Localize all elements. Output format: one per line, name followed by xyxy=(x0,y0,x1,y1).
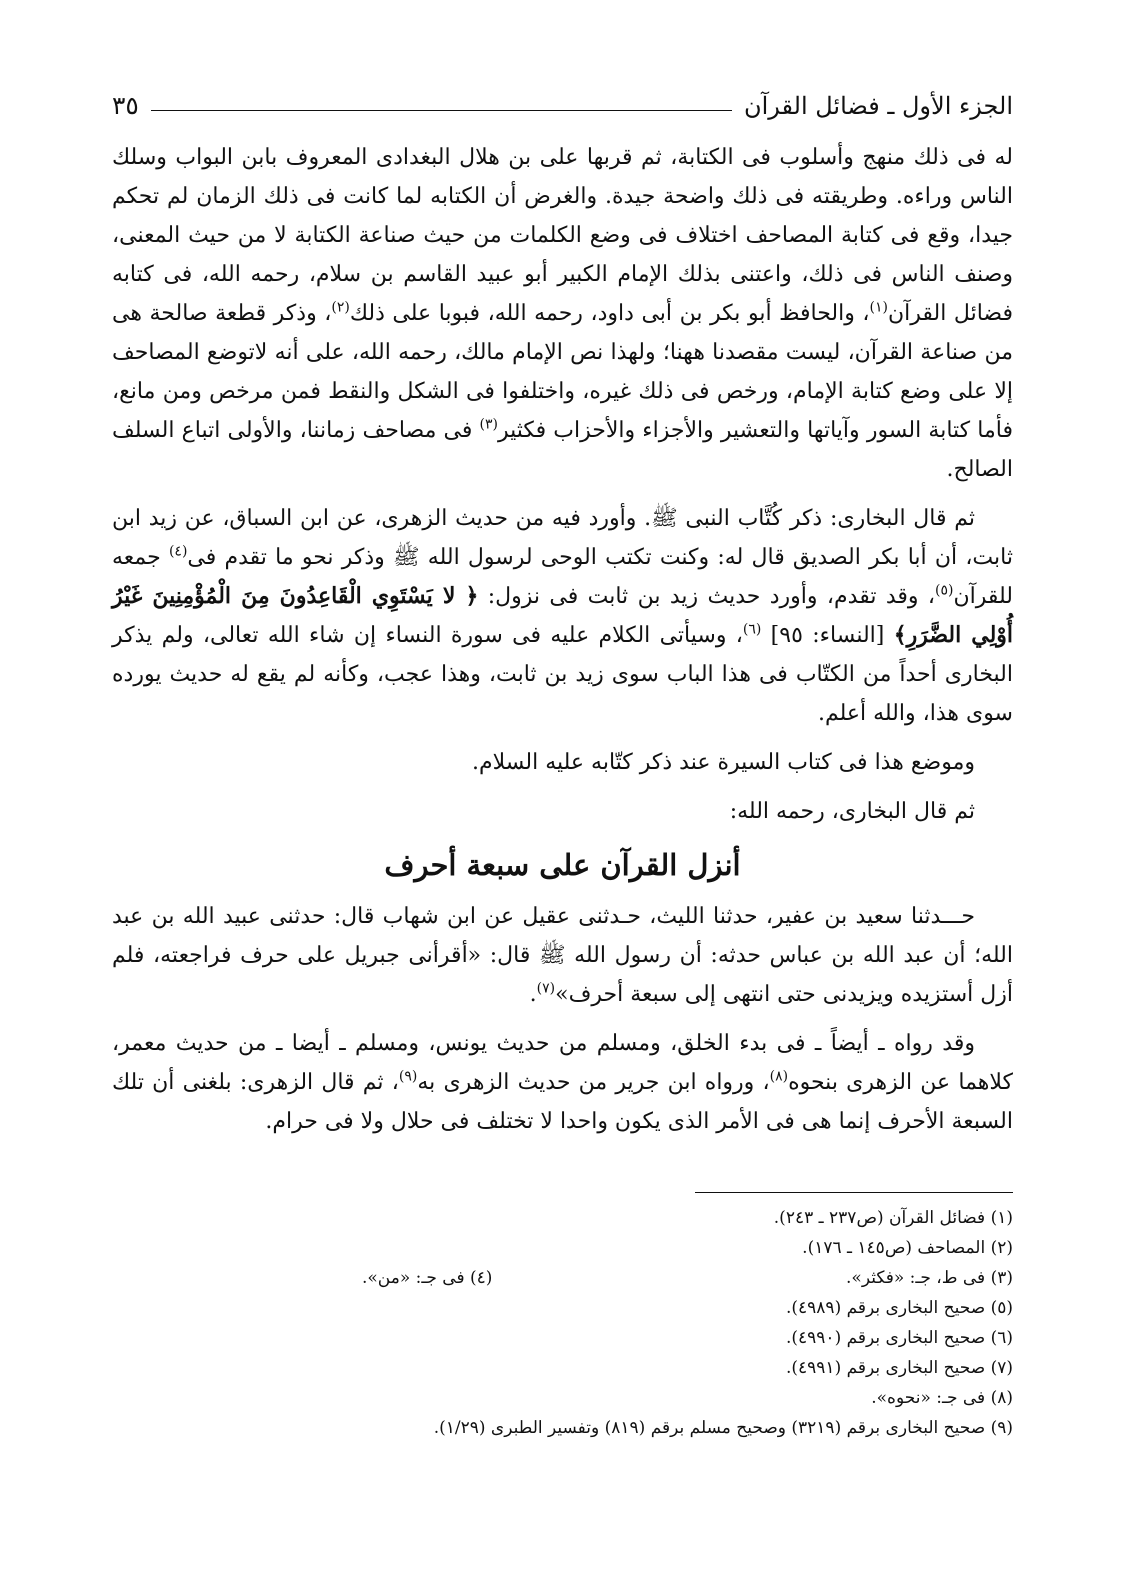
text-run: ، ثم قال الزهرى: بلغنى أن تلك السبعة الأحرف إنما هى فى الأمر الذى يكون واحدا لا تختلف فى حلال ولا فى حرام. xyxy=(112,1070,1013,1134)
paragraph-5 xyxy=(112,897,1013,1014)
verse-reference: [النساء: ٩٥] xyxy=(761,623,894,648)
text-run: ثم قال البخارى: ذكر كُتَّاب النبى ﷺ. وأورد فيه من حديث الزهرى، عن ابن السباق، عن زيد ابن ثابت، أن أبا بكر الصديق قال له: وكنت تكتب الوحى لرسول الله ﷺ وذكر نحو ما تقدم فى xyxy=(112,506,1013,570)
footnote-4: (٤) فى جـ: «من». xyxy=(362,1268,493,1288)
text-run: فى مصاحف زماننا، والأولى اتباع السلف الصالح. xyxy=(112,418,1013,482)
text-run: جمعه للقرآن xyxy=(112,545,1013,609)
footnote-row xyxy=(112,1263,1013,1293)
header-rule xyxy=(151,110,732,111)
footnote-7: (٧) صحيح البخارى برقم (٤٩٩١). xyxy=(785,1358,1013,1378)
footnote-ref-8[interactable]: (٨) xyxy=(769,1068,789,1085)
text-run: ، ورواه ابن جرير من حديث الزهرى به xyxy=(417,1070,770,1095)
footnote-ref-5[interactable]: (٥) xyxy=(935,582,954,599)
footnote-2: (٢) المصاحف (ص١٤٥ ـ ١٧٦). xyxy=(802,1238,1013,1258)
paragraph-1 xyxy=(112,138,1013,489)
text-run: ، وقد تقدم، وأورد حديث زيد بن ثابت فى نزول: xyxy=(478,584,935,609)
header-title: الجزء الأول ـ فضائل القرآن xyxy=(743,92,1013,120)
footnote-ref-1[interactable]: (١) xyxy=(869,299,888,316)
quran-verse: ﴿ لا يَسْتَوِي الْقَاعِدُونَ مِنَ الْمُؤْمِنِينَ غَيْرُ أُوْلِي الضَّرَرِ﴾ xyxy=(112,583,1014,648)
text-run: ، وسيأتى الكلام عليه فى سورة النساء إن شاء الله تعالى، ولم يذكر البخارى أحداً من الكتّاب فى هذا الباب سوى زيد بن ثابت، وهذا عجب، وكأنه لم يقع له حديث يورده سوى هذا، والله أعلم. xyxy=(112,623,1013,726)
footnote-6: (٦) صحيح البخارى برقم (٤٩٩٠). xyxy=(785,1328,1013,1348)
text-run: وقد رواه ـ أيضاً ـ فى بدء الخلق، ومسلم من حديث يونس، ومسلم ـ أيضا ـ من حديث معمر، كلاهما عن الزهرى بنحوه xyxy=(112,1031,1013,1095)
running-header xyxy=(112,80,1013,120)
footnote-1: (١) فضائل القرآن (ص٢٣٧ ـ ٢٤٣). xyxy=(773,1208,1013,1228)
footnote-ref-6[interactable]: (٦) xyxy=(742,621,762,638)
text-run: ، والحافظ أبو بكر بن أبى داود، رحمه الله، فبوبا على ذلك xyxy=(349,301,870,326)
footnote-ref-2[interactable]: (٢) xyxy=(331,299,350,316)
section-heading: أنزل القرآن على سبعة أحرف xyxy=(384,848,741,882)
footnote-ref-9[interactable]: (٩) xyxy=(398,1068,418,1085)
footnote-3: (٣) فى ط، جـ: «فكثر». xyxy=(846,1268,1013,1288)
paragraph-4: ثم قال البخارى، رحمه الله: xyxy=(729,799,975,824)
footnote-ref-7[interactable]: (٧) xyxy=(536,980,556,997)
footnotes-section xyxy=(112,1192,1013,1443)
text-run: له فى ذلك منهج وأسلوب فى الكتابة، ثم قربها على بن هلال البغدادى المعروف بابن البواب وسلك الناس وراءه. وطريقته فى ذلك واضحة جيدة. والغرض أن الكتابه لما كانت فى ذلك الزمان لم تحكم جيدا، وقع فى كتابة المصاحف اختلاف فى وضع الكلمات من حيث صناعة الكتابة لا من حيث المعنى، وصنف الناس فى ذلك، واعتنى بذلك الإمام الكبير أبو عبيد القاسم بن سلام، رحمه الله، فى كتابه فضائل القرآن xyxy=(112,145,1013,326)
footnote-8: (٨) فى جـ: «نحوه». xyxy=(871,1388,1013,1408)
paragraph-3: وموضع هذا فى كتاب السيرة عند ذكر كتّابه عليه السلام. xyxy=(472,750,975,775)
text-run: حـــدثنا سعيد بن عفير، حدثنا الليث، حـدثنى عقيل عن ابن شهاب قال: حدثنى عبيد الله بن عبد الله؛ أن عبد الله بن عباس حدثه: أن رسول الله ﷺ قال: «أقرأنى جبريل على حرف فراجعته، فلم أزل أستزيده ويزيدنى حتى انتهى إلى سبعة أحرف» xyxy=(112,904,1013,1007)
footnote-5: (٥) صحيح البخارى برقم (٤٩٨٩). xyxy=(785,1298,1013,1318)
text-run: ، وذكر قطعة صالحة هى من صناعة القرآن، ليست مقصدنا ههنا؛ ولهذا نص الإمام مالك، رحمه الله، على أنه لاتوضع المصاحف إلا على وضع كتابة الإمام، ورخص فى ذلك غيره، واختلفوا فى الشكل والنقط فمن مرخص ومن مانع، فأما كتابة السور وآياتها والتعشير والأجزاء والأحزاب فكثير xyxy=(112,301,1013,443)
footnote-ref-3[interactable]: (٣) xyxy=(479,416,499,433)
footnote-divider xyxy=(695,1192,1013,1193)
page-number: ٣٥ xyxy=(112,91,139,120)
paragraph-6 xyxy=(112,1024,1013,1141)
main-text xyxy=(112,138,1013,1151)
text-run: . xyxy=(529,982,537,1007)
footnote-9: (٩) صحيح البخارى برقم (٣٢١٩) وصحيح مسلم برقم (٨١٩) وتفسير الطبرى (١/٢٩). xyxy=(433,1418,1013,1438)
footnote-ref-4[interactable]: (٤) xyxy=(168,543,188,560)
paragraph-2 xyxy=(112,499,1013,733)
